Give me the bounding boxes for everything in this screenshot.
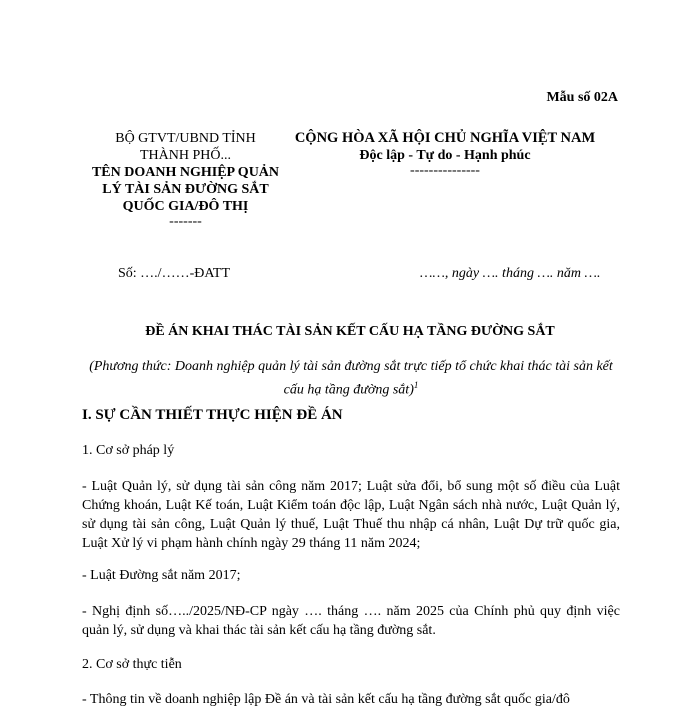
method-text: (Phương thức: Doanh nghiệp quản lý tài sản đường sắt trực tiếp tổ chức khai thác tài sản kết cấu hạ tầng đường sắt) xyxy=(89,359,613,398)
national-header xyxy=(280,130,610,178)
paragraph-enterprise-info: - Thông tin về doanh nghiệp lập Đề án và tài sản kết cấu hạ tầng đường sắt quốc gia/đô xyxy=(82,692,570,707)
section-heading: I. SỰ CẦN THIẾT THỰC HIỆN ĐỀ ÁN xyxy=(82,407,343,423)
agency-divider: ------- xyxy=(169,214,202,229)
date-line: ……, ngày …. tháng …. năm …. xyxy=(420,266,601,281)
national-motto: Độc lập - Tự do - Hạnh phúc xyxy=(359,148,531,163)
paragraph-railway-law: - Luật Đường sắt năm 2017; xyxy=(82,568,241,583)
national-title: CỘNG HÒA XÃ HỘI CHỦ NGHĨA VIỆT NAM xyxy=(294,130,596,146)
footnote-ref: 1 xyxy=(413,380,419,390)
national-divider: --------------- xyxy=(410,163,480,178)
enterprise-name: TÊN DOANH NGHIỆP QUẢN LÝ TÀI SẢN ĐƯỜNG SẮT QUỐC GIA/ĐÔ THỊ xyxy=(91,165,280,214)
agency-line1: BỘ GTVT/UBND TỈNH xyxy=(115,131,256,146)
subsection-practical-basis: 2. Cơ sở thực tiễn xyxy=(82,657,182,672)
paragraph-laws: - Luật Quản lý, sử dụng tài sản công năm 2017; Luật sửa đổi, bổ sung một số điều của Luật Chứng khoán, Luật Kế toán, Luật Kiểm toán độc lập, Luật Ngân sách nhà nước, Luật Quản lý, sử dụng tài sản công, Luật Quản lý thuế, Luật Thuế thu nhập cá nhân, Luật Dự trữ quốc gia, Luật Xử lý vi phạm hành chính ngày 29 tháng 11 năm 2024; xyxy=(82,479,620,551)
agency-header xyxy=(88,130,283,229)
document-title: ĐỀ ÁN KHAI THÁC TÀI SẢN KẾT CẤU HẠ TẦNG ĐƯỜNG SẮT xyxy=(145,324,555,339)
agency-line2: THÀNH PHỐ... xyxy=(140,148,231,163)
paragraph-decree: - Nghị định số…../2025/NĐ-CP ngày …. tháng …. năm 2025 của Chính phủ quy định việc quản lý, sử dụng và khai thác tài sản kết cấu hạ tầng đường sắt. xyxy=(82,604,620,638)
document-number: Số: …./……-ĐATT xyxy=(118,266,230,281)
form-number: Mẫu số 02A xyxy=(546,90,618,105)
method-note xyxy=(82,357,620,400)
subsection-legal-basis: 1. Cơ sở pháp lý xyxy=(82,443,175,458)
